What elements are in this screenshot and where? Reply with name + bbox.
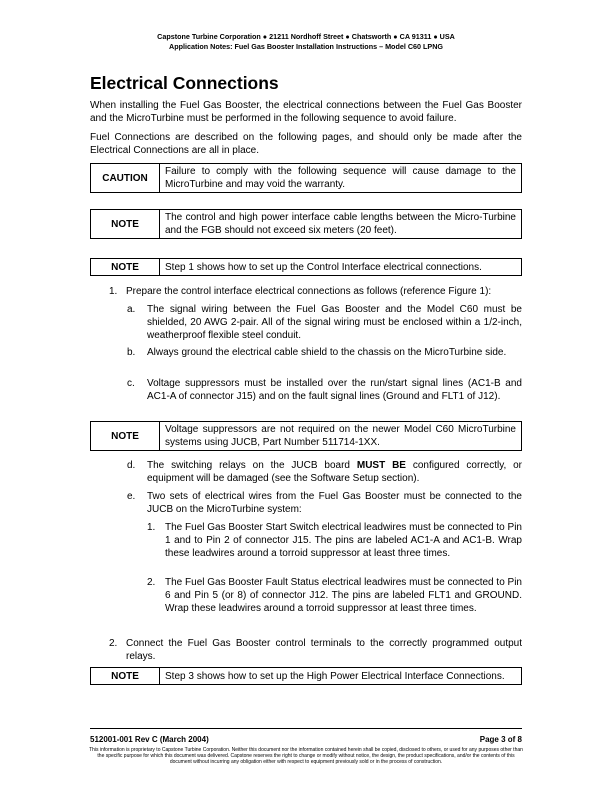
intro-paragraph-2: Fuel Connections are described on the following pages, and should only be made after the Electrical Connections are all in place. xyxy=(90,132,522,156)
note-text: Step 3 shows how to set up the High Power Electrical Interface Connections. xyxy=(165,670,505,682)
footer-divider xyxy=(90,728,522,729)
substep-a-text: The signal wiring between the Fuel Gas Booster and the Model C60 must be shielded, 20 AWG 2-pair. All of the signal wiring must be enclosed within a 1/2-inch, weatherproof flexible steel conduit. xyxy=(147,304,522,341)
caution-box xyxy=(90,163,522,193)
substep-letter: b. xyxy=(127,347,136,358)
substep-letter: a. xyxy=(127,304,136,315)
note-box-step1 xyxy=(90,258,522,276)
note-text: Step 1 shows how to set up the Control Interface electrical connections. xyxy=(165,261,482,273)
page-header xyxy=(0,32,612,52)
page-number: Page 3 of 8 xyxy=(479,735,522,744)
substep-letter: d. xyxy=(127,460,136,471)
note-text: Voltage suppressors are not required on the newer Model C60 MicroTurbine systems using JUCB, Part Number 511714-1XX. xyxy=(165,424,516,448)
substep-letter: e. xyxy=(127,491,136,502)
substep-d-text-end: configured correctly, or equipment will be damaged (see the Software Setup section). xyxy=(147,460,523,484)
note-box-step3 xyxy=(90,667,522,685)
caution-label: CAUTION xyxy=(91,164,160,192)
note-label: NOTE xyxy=(91,259,160,275)
substep-c-text: Voltage suppressors must be installed over the run/start signal lines (AC1-B and AC1-A of connector J15) and on the fault signal lines (Ground and FLT1 of J12). xyxy=(147,378,522,402)
step-number: 2. xyxy=(109,638,118,649)
note-box-voltage-suppressors xyxy=(90,421,522,451)
header-address: Capstone Turbine Corporation ● 21211 Nordhoff Street ● Chatsworth ● CA 91311 ● USA xyxy=(157,32,455,41)
sub-substep-1-text: The Fuel Gas Booster Start Switch electrical leadwires must be connected to Pin 1 and to Pin 2 of connector J15. The pins are labeled AC1-A and AC1-B. Wrap these leadwires around a torroid suppressor at least three times. xyxy=(165,522,522,559)
header-document-title: Application Notes: Fuel Gas Booster Installation Instructions – Model C60 LPNG xyxy=(169,42,443,51)
sub-substep-number: 2. xyxy=(147,577,156,588)
substep-d-emphasis: MUST BE xyxy=(356,460,406,471)
intro-paragraph-1: When installing the Fuel Gas Booster, the electrical connections between the Fuel Gas Booster and the MicroTurbine must be performed in the following sequence to avoid failure. xyxy=(90,100,522,124)
substep-e-text: Two sets of electrical wires from the Fuel Gas Booster must be connected to the JUCB on the MicroTurbine system: xyxy=(147,491,522,515)
substep-d-text-start: The switching relays on the JUCB board xyxy=(147,460,357,471)
caution-text: Failure to comply with the following sequence will cause damage to the MicroTurbine and may void the warranty. xyxy=(165,166,516,190)
section-title: Electrical Connections xyxy=(90,73,279,93)
note-text: The control and high power interface cable lengths between the Micro-Turbine and the FGB should not exceed six meters (20 feet). xyxy=(165,212,516,236)
step-1-text: Prepare the control interface electrical connections as follows (reference Figure 1): xyxy=(126,286,492,297)
substep-b-text: Always ground the electrical cable shield to the chassis on the MicroTurbine side. xyxy=(147,347,507,358)
substep-d-text xyxy=(147,459,522,485)
note-box-cable-length xyxy=(90,209,522,239)
step-number: 1. xyxy=(109,286,118,297)
sub-substep-number: 1. xyxy=(147,522,156,533)
note-label: NOTE xyxy=(91,668,160,684)
document-number: 512001-001 Rev C (March 2004) xyxy=(90,735,209,744)
proprietary-disclaimer: This information is proprietary to Capstone Turbine Corporation. Neither this document nor the information contained herein shall be copied, disclosed to others, or used for any purposes other than the specific purpose for which this document was delivered. Capstone reserves the right to change or modify without notice, the design, the product specifications, and/or the contents of this document without incurring any obligation either with respect to equipment previously sold or in the process of construction. xyxy=(89,747,523,766)
substep-letter: c. xyxy=(127,378,135,389)
sub-substep-2-text: The Fuel Gas Booster Fault Status electrical leadwires must be connected to Pin 6 and Pin 5 (or 8) of connector J12. The pins are labeled FLT1 and GROUND. Wrap these leadwires around a torroid suppressor at least three times. xyxy=(165,577,522,614)
step-2-text: Connect the Fuel Gas Booster control terminals to the correctly programmed output relays. xyxy=(126,638,522,662)
note-label: NOTE xyxy=(91,210,160,238)
note-label: NOTE xyxy=(91,422,160,450)
